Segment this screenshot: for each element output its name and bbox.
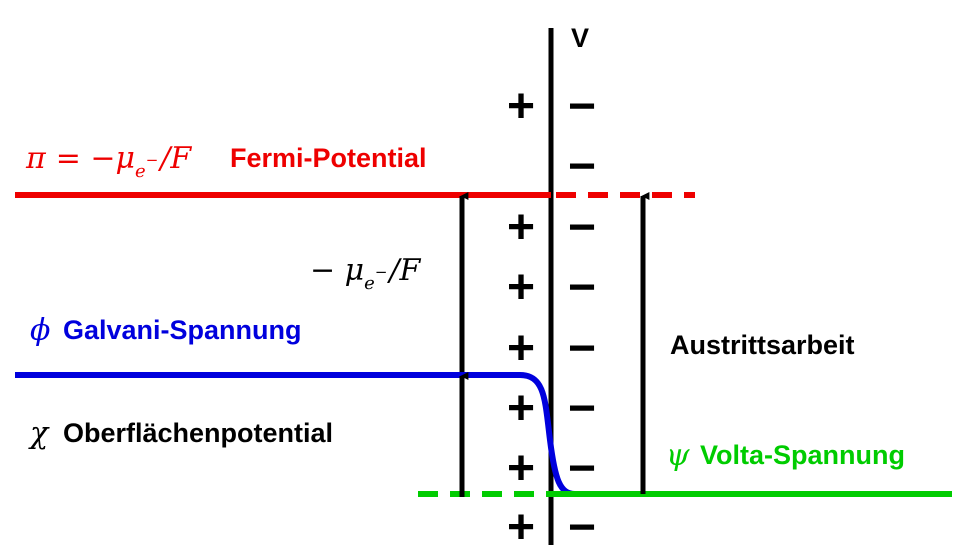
plus-sign: + (506, 382, 536, 435)
fermi-formula-tail: /F (160, 141, 192, 176)
chem-prefix: − μ (310, 253, 365, 288)
plus-sign: + (506, 201, 536, 254)
plus-sign: + (506, 442, 536, 495)
galvani-symbol: ϕ (30, 313, 51, 348)
fermi-label: Fermi-Potential (230, 143, 427, 173)
chemical-potential-label (310, 253, 422, 294)
chem-tail: /F (389, 253, 421, 288)
fermi-formula (25, 141, 192, 182)
minus-charges (568, 80, 596, 553)
fermi-formula-sub: e (135, 161, 146, 182)
plus-sign: + (506, 501, 536, 553)
minus-sign: − (567, 140, 597, 193)
minus-sign: − (567, 80, 597, 133)
work-function-label: Austrittsarbeit (670, 330, 855, 360)
minus-sign: − (567, 382, 597, 435)
fermi-formula-sup: − (145, 151, 159, 169)
minus-sign: − (567, 442, 597, 495)
galvani-label: Galvani-Spannung (63, 315, 302, 345)
plus-sign: + (506, 322, 536, 375)
axis-label-v: V (570, 23, 590, 53)
minus-sign: − (567, 322, 597, 375)
minus-sign: − (567, 201, 597, 254)
surface-symbol: χ (30, 416, 49, 451)
minus-sign: − (567, 261, 597, 314)
plus-charges (507, 80, 535, 553)
fermi-formula-pi: π (26, 141, 46, 176)
plus-sign: + (506, 261, 536, 314)
chem-sub: e (364, 273, 375, 294)
volta-label: Volta-Spannung (700, 440, 905, 470)
volta-symbol: ψ (666, 438, 690, 473)
minus-sign: − (567, 501, 597, 553)
plus-sign: + (506, 80, 536, 133)
surface-label: Oberflächenpotential (63, 418, 334, 448)
chem-sup: − (374, 263, 388, 281)
fermi-formula-eq: = −μ (55, 141, 136, 176)
